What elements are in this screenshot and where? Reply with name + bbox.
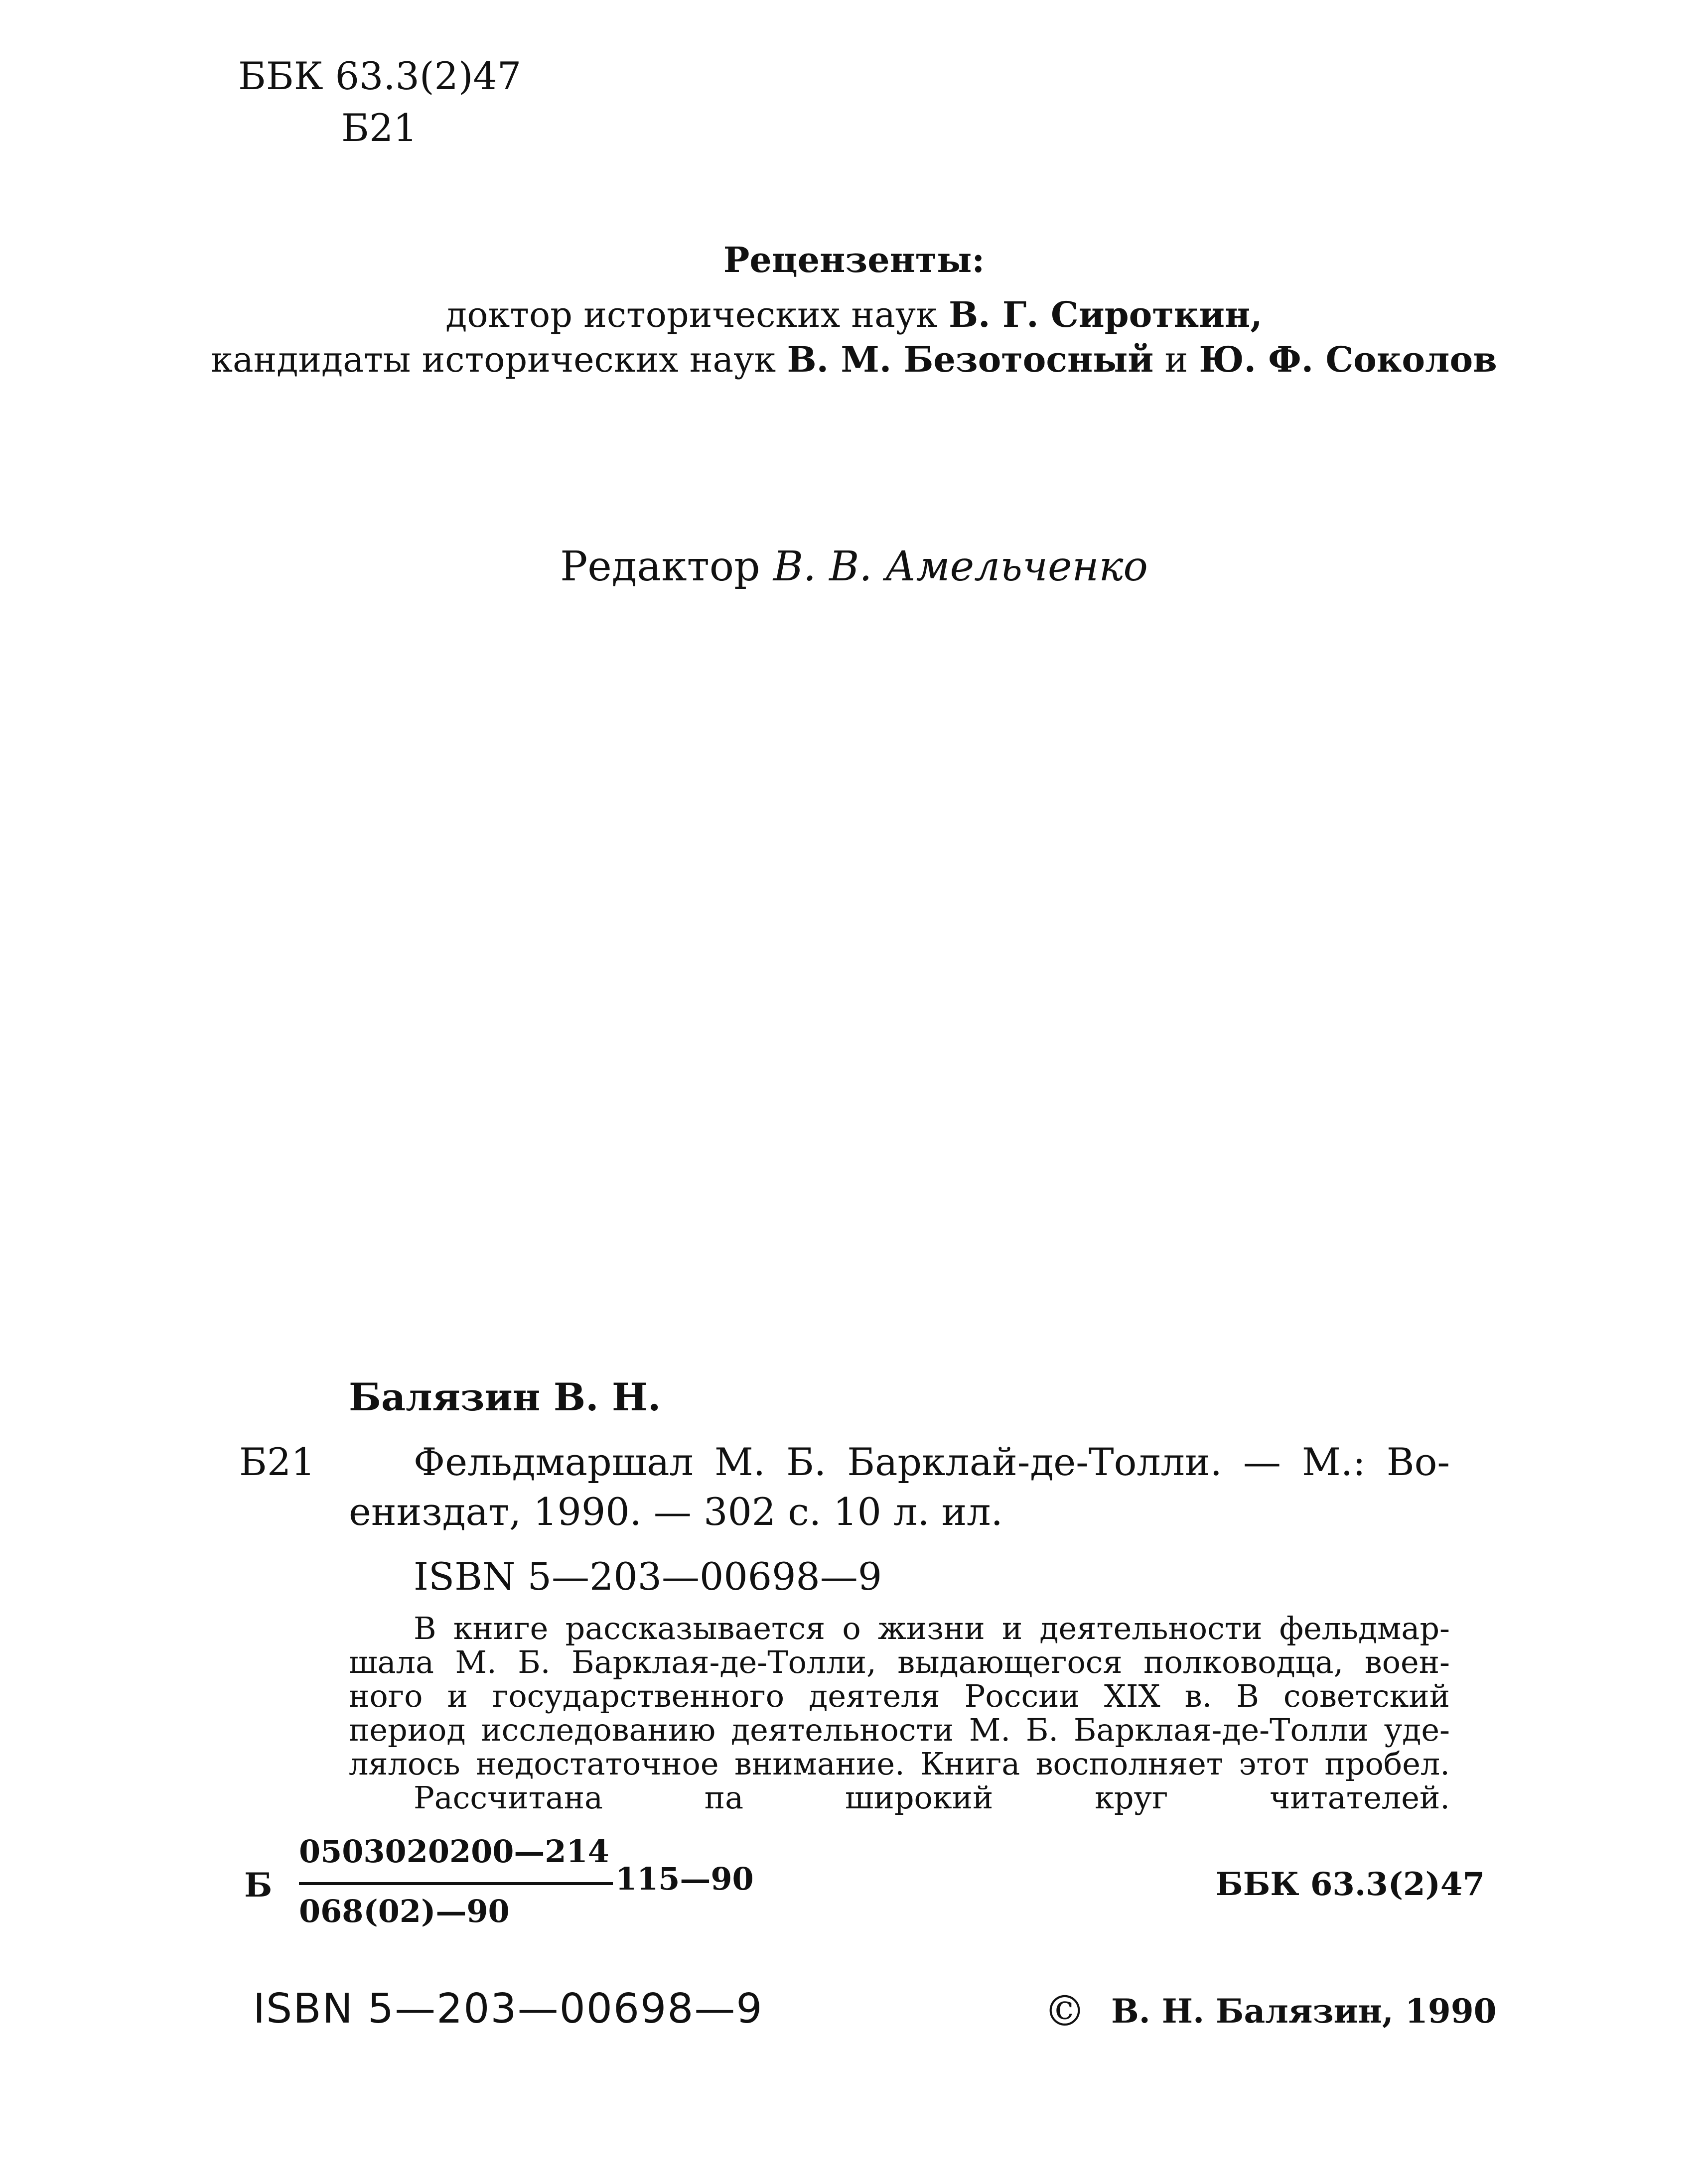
imprint-denominator: 068(02)—90	[299, 1893, 510, 1929]
imprint-tail: 115—90	[615, 1861, 754, 1897]
reviewer-line-2	[0, 339, 1708, 380]
catalog-title-line-2: ениздат, 1990. — 302 с. 10 л. ил.	[349, 1490, 1003, 1534]
editor-label: Редактор	[560, 543, 773, 590]
author-mark-top: Б21	[341, 106, 418, 150]
annotation-line: лялось недостаточное внимание. Книга восполняет этот пробел.	[349, 1746, 1450, 1782]
reviewer-conjunction: и	[1153, 339, 1199, 380]
reviewer-line-1	[0, 294, 1708, 335]
footer-isbn: ISBN 5—203—00698—9	[253, 1985, 763, 2033]
reviewer-name-2: В. М. Безотосный	[787, 339, 1154, 380]
imprint-fraction-bar	[299, 1882, 613, 1885]
copyright-icon: ©	[1044, 1987, 1086, 2036]
editor-line	[0, 543, 1708, 590]
annotation	[349, 1610, 1450, 1816]
annotation-line: период исследованию деятельности М. Б. Барклая-де-Толли уде-	[349, 1712, 1450, 1748]
annotation-line: Рассчитана па широкий круг читателей.	[414, 1779, 1450, 1816]
bbk-classification-bottom: ББК 63.3(2)47	[1216, 1866, 1485, 1903]
catalog-isbn: ISBN 5—203—00698—9	[414, 1554, 882, 1599]
imprint-letter: Б	[244, 1866, 273, 1905]
annotation-line: В книге рассказывается о жизни и деятельности фельдмар-	[414, 1610, 1450, 1646]
catalog-author: Балязин В. Н.	[349, 1375, 661, 1419]
catalog-title-line-1: Фельдмаршал М. Б. Барклай-де-Толли. — М.: Во-	[414, 1440, 1450, 1484]
editor-name: В. В. Амельченко	[773, 543, 1148, 590]
reviewers-heading: Рецензенты:	[723, 239, 985, 280]
annotation-line: ного и государственного деятеля России XIX в. В советский	[349, 1678, 1450, 1714]
copyright-text: В. Н. Балязин, 1990	[1111, 1992, 1497, 2031]
catalog-author-mark: Б21	[239, 1440, 315, 1484]
reviewer-degree-1: доктор исторических наук	[445, 294, 949, 335]
imprint-numerator: 0503020200—214	[299, 1833, 609, 1870]
annotation-line: шала М. Б. Барклая-де-Толли, выдающегося полководца, воен-	[349, 1644, 1450, 1680]
bbk-classification-top: ББК 63.3(2)47	[238, 54, 522, 98]
reviewer-name-1: В. Г. Сироткин,	[949, 294, 1263, 335]
reviewer-name-3: Ю. Ф. Соколов	[1199, 339, 1497, 380]
reviewer-degree-2: кандидаты исторических наук	[211, 339, 787, 380]
